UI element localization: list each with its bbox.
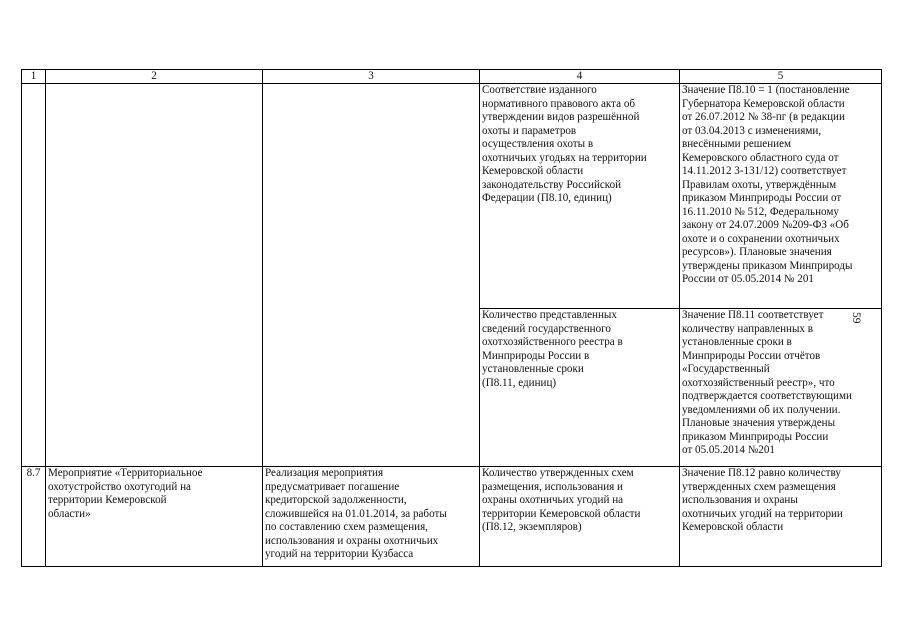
event-description-cell: Реализация мероприятия предусматривает погашение кредиторской задолженности, сложившейся на 01.01.2014, за работы по составлению схем размещения, использования и охраны охотничьих угодий на территории Кузбасса: [263, 467, 480, 567]
table-row: [22, 84, 882, 309]
row-number-cell: 8.7: [22, 467, 46, 567]
event-name-cell: [46, 84, 263, 467]
column-header: 1: [22, 70, 46, 84]
page-number: 59: [850, 312, 862, 324]
event-description-cell: [263, 84, 480, 467]
table-row: [22, 467, 882, 567]
table-header-row: [22, 70, 882, 84]
indicator-cell: Количество утвержденных схем размещения, использования и охраны охотничьих угодий на территории Кемеровской области (П8.12, экземпляров): [480, 467, 680, 567]
column-header: 3: [263, 70, 480, 84]
column-header: 2: [46, 70, 263, 84]
column-header: 5: [680, 70, 882, 84]
row-number-cell: [22, 84, 46, 467]
event-name-cell: Мероприятие «Территориальное охотустройство охотугодий на территории Кемеровской области»: [46, 467, 263, 567]
indicator-value-cell: Значение П8.12 равно количеству утвержденных схем размещения использования и охраны охотничьих угодий на территории Кемеровской области: [680, 467, 882, 567]
column-header: 4: [480, 70, 680, 84]
indicator-value-cell: Значение П8.10 = 1 (постановление Губернатора Кемеровской области от 26.07.2012 № 38-пг (в редакции от 03.04.2013 с изменениями, внесёнными решением Кемеровского областного суда от 14.11.2012 3-131/12) соответствует Правилам охоты, утверждённым приказом Минприроды России от 16.11.2010 № 512, Федеральному закону от 24.07.2009 №209-ФЗ «Об охоте и о сохранении охотничьих ресурсов»). Плановые значения утверждены приказом Минприроды России от 05.05.2014 № 201: [680, 84, 882, 309]
indicator-cell: Количество представленных сведений государственного охотхозяйственного реестра в Минприроды России в установленные сроки (П8.11, единиц): [480, 309, 680, 467]
indicator-value-cell: Значение П8.11 соответствует количеству направленных в установленные сроки в Минприроды России отчётов «Государственный охотхозяйственный реестр», что подтверждается соответствующими уведомлениями об их получении. Плановые значения утверждены приказом Минприроды России от 05.05.2014 №201: [680, 309, 882, 467]
indicator-cell: Соответствие изданного нормативного правового акта об утверждении видов разрешённой охоты и параметров осуществления охоты в охотничьих угодьях на территории Кемеровской области законодательству Российской Федерации (П8.10, единиц): [480, 84, 680, 309]
document-table: [21, 69, 882, 567]
